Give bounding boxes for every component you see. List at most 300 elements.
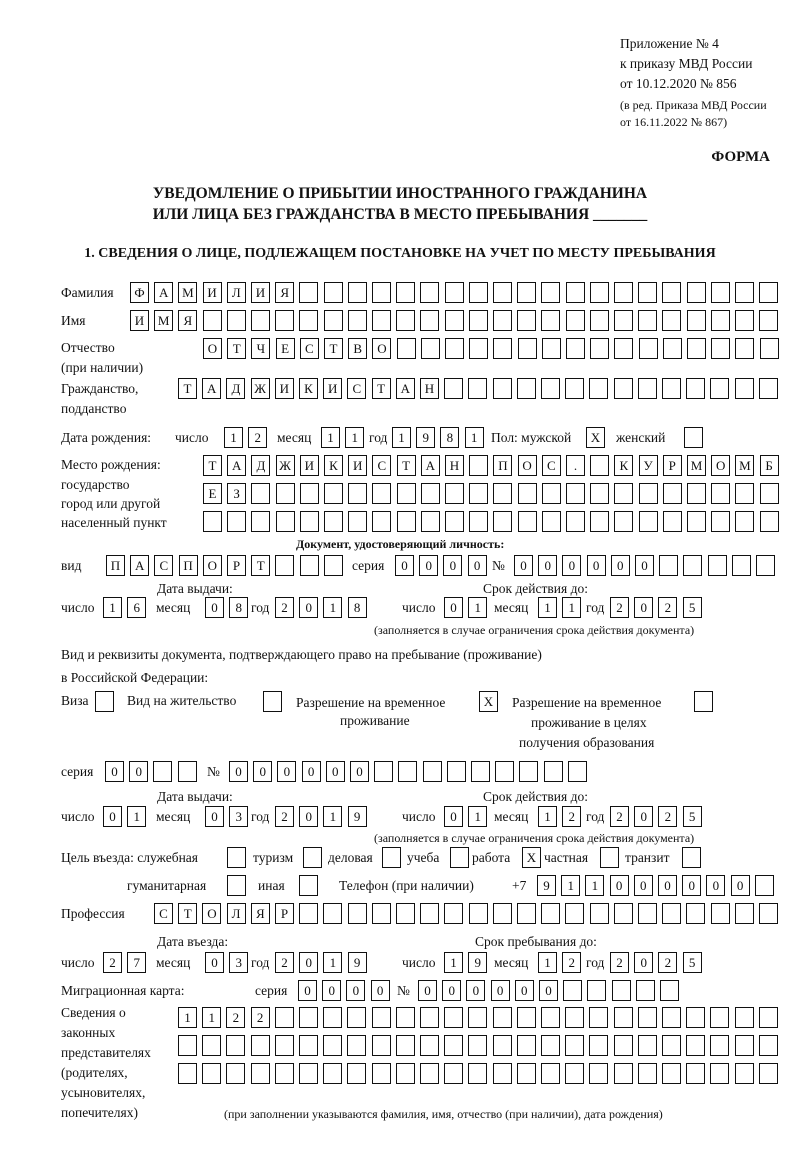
char-box[interactable]: О: [372, 338, 391, 359]
char-box[interactable]: [755, 875, 774, 896]
char-box[interactable]: 0: [610, 875, 629, 896]
char-box[interactable]: [565, 1007, 584, 1028]
char-box[interactable]: [203, 310, 222, 331]
char-box[interactable]: 1: [538, 806, 557, 827]
char-box[interactable]: Д: [226, 378, 245, 399]
char-box[interactable]: [687, 511, 706, 532]
char-box[interactable]: С: [372, 455, 391, 476]
char-box[interactable]: [396, 1063, 415, 1084]
char-box[interactable]: А: [130, 555, 149, 576]
checkbox-cell[interactable]: [227, 875, 246, 896]
char-box[interactable]: Р: [275, 903, 294, 924]
char-box[interactable]: [686, 903, 705, 924]
char-box[interactable]: [759, 1035, 778, 1056]
char-box[interactable]: Н: [420, 378, 439, 399]
char-box[interactable]: [372, 1063, 391, 1084]
char-box[interactable]: [444, 903, 463, 924]
char-box[interactable]: [589, 1007, 608, 1028]
char-box[interactable]: [347, 1007, 366, 1028]
char-box[interactable]: [590, 903, 609, 924]
char-box[interactable]: 0: [322, 980, 341, 1001]
char-box[interactable]: [517, 903, 536, 924]
char-box[interactable]: [565, 1063, 584, 1084]
char-box[interactable]: [517, 1063, 536, 1084]
char-box[interactable]: М: [154, 310, 173, 331]
char-box[interactable]: [420, 282, 439, 303]
char-box[interactable]: [614, 1063, 633, 1084]
char-box[interactable]: [275, 310, 294, 331]
char-box[interactable]: 0: [658, 875, 677, 896]
char-box[interactable]: [493, 338, 512, 359]
char-box[interactable]: [493, 310, 512, 331]
char-box[interactable]: П: [106, 555, 125, 576]
char-box[interactable]: [614, 282, 633, 303]
char-box[interactable]: [275, 1035, 294, 1056]
char-box[interactable]: [178, 761, 197, 782]
char-box[interactable]: [686, 1035, 705, 1056]
char-box[interactable]: [759, 1007, 778, 1028]
char-box[interactable]: 1: [585, 875, 604, 896]
char-box[interactable]: 2: [658, 806, 677, 827]
char-box[interactable]: [299, 282, 318, 303]
char-box[interactable]: [759, 378, 778, 399]
char-box[interactable]: 1: [323, 952, 342, 973]
char-box[interactable]: [568, 761, 587, 782]
char-box[interactable]: Ж: [276, 455, 295, 476]
char-box[interactable]: 1: [224, 427, 243, 448]
char-box[interactable]: [420, 1007, 439, 1028]
char-box[interactable]: [517, 282, 536, 303]
char-box[interactable]: [566, 338, 585, 359]
char-box[interactable]: [251, 310, 270, 331]
char-box[interactable]: [590, 338, 609, 359]
char-box[interactable]: 3: [229, 806, 248, 827]
char-box[interactable]: [178, 1063, 197, 1084]
char-box[interactable]: [760, 483, 779, 504]
char-box[interactable]: 7: [127, 952, 146, 973]
char-box[interactable]: [493, 511, 512, 532]
char-box[interactable]: Т: [178, 903, 197, 924]
char-box[interactable]: [372, 310, 391, 331]
char-box[interactable]: С: [300, 338, 319, 359]
char-box[interactable]: [735, 1035, 754, 1056]
checkbox-cell[interactable]: [450, 847, 469, 868]
char-box[interactable]: [469, 511, 488, 532]
char-box[interactable]: [300, 483, 319, 504]
char-box[interactable]: 0: [302, 761, 321, 782]
char-box[interactable]: 0: [299, 952, 318, 973]
char-box[interactable]: 5: [683, 952, 702, 973]
char-box[interactable]: 0: [635, 555, 654, 576]
char-box[interactable]: [735, 282, 754, 303]
char-box[interactable]: [397, 338, 416, 359]
char-box[interactable]: [372, 1007, 391, 1028]
char-box[interactable]: 0: [491, 980, 510, 1001]
char-box[interactable]: 2: [610, 952, 629, 973]
char-box[interactable]: Т: [324, 338, 343, 359]
char-box[interactable]: [397, 483, 416, 504]
char-box[interactable]: [735, 1063, 754, 1084]
char-box[interactable]: [565, 378, 584, 399]
char-box[interactable]: [468, 1063, 487, 1084]
char-box[interactable]: [299, 903, 318, 924]
char-box[interactable]: 8: [229, 597, 248, 618]
char-box[interactable]: [710, 1007, 729, 1028]
char-box[interactable]: [590, 282, 609, 303]
char-box[interactable]: 0: [442, 980, 461, 1001]
char-box[interactable]: [372, 511, 391, 532]
char-box[interactable]: Т: [251, 555, 270, 576]
char-box[interactable]: [276, 511, 295, 532]
char-box[interactable]: [760, 511, 779, 532]
char-box[interactable]: [517, 310, 536, 331]
char-box[interactable]: 3: [229, 952, 248, 973]
char-box[interactable]: [275, 1063, 294, 1084]
char-box[interactable]: [710, 1035, 729, 1056]
char-box[interactable]: 1: [321, 427, 340, 448]
char-box[interactable]: [518, 483, 537, 504]
char-box[interactable]: О: [202, 903, 221, 924]
char-box[interactable]: П: [493, 455, 512, 476]
char-box[interactable]: С: [542, 455, 561, 476]
char-box[interactable]: 0: [634, 597, 653, 618]
char-box[interactable]: .: [566, 455, 585, 476]
char-box[interactable]: А: [202, 378, 221, 399]
char-box[interactable]: [420, 903, 439, 924]
char-box[interactable]: [587, 980, 606, 1001]
char-box[interactable]: [423, 761, 442, 782]
char-box[interactable]: 1: [323, 597, 342, 618]
char-box[interactable]: [711, 282, 730, 303]
char-box[interactable]: [275, 1007, 294, 1028]
char-box[interactable]: [203, 511, 222, 532]
char-box[interactable]: [251, 1063, 270, 1084]
char-box[interactable]: 0: [444, 806, 463, 827]
char-box[interactable]: 1: [103, 597, 122, 618]
char-box[interactable]: [639, 511, 658, 532]
char-box[interactable]: 0: [205, 952, 224, 973]
char-box[interactable]: [324, 483, 343, 504]
char-box[interactable]: [566, 483, 585, 504]
char-box[interactable]: [659, 555, 678, 576]
char-box[interactable]: [299, 1035, 318, 1056]
char-box[interactable]: З: [227, 483, 246, 504]
checkbox-cell[interactable]: [600, 847, 619, 868]
char-box[interactable]: 2: [275, 597, 294, 618]
char-box[interactable]: [711, 310, 730, 331]
char-box[interactable]: [566, 310, 585, 331]
char-box[interactable]: Я: [251, 903, 270, 924]
char-box[interactable]: [493, 1035, 512, 1056]
char-box[interactable]: [735, 378, 754, 399]
char-box[interactable]: [636, 980, 655, 1001]
char-box[interactable]: К: [299, 378, 318, 399]
char-box[interactable]: [251, 511, 270, 532]
char-box[interactable]: Я: [178, 310, 197, 331]
char-box[interactable]: [660, 980, 679, 1001]
char-box[interactable]: И: [275, 378, 294, 399]
char-box[interactable]: 2: [610, 597, 629, 618]
char-box[interactable]: [324, 310, 343, 331]
char-box[interactable]: [710, 1063, 729, 1084]
char-box[interactable]: [398, 761, 417, 782]
char-box[interactable]: 9: [537, 875, 556, 896]
char-box[interactable]: [444, 1063, 463, 1084]
checkbox-cell[interactable]: X: [522, 847, 541, 868]
char-box[interactable]: [469, 483, 488, 504]
char-box[interactable]: [300, 511, 319, 532]
char-box[interactable]: М: [687, 455, 706, 476]
char-box[interactable]: [202, 1063, 221, 1084]
char-box[interactable]: [735, 1007, 754, 1028]
char-box[interactable]: 1: [127, 806, 146, 827]
char-box[interactable]: [541, 1007, 560, 1028]
char-box[interactable]: 0: [229, 761, 248, 782]
char-box[interactable]: Ф: [130, 282, 149, 303]
char-box[interactable]: [541, 1035, 560, 1056]
char-box[interactable]: 0: [634, 952, 653, 973]
char-box[interactable]: 0: [682, 875, 701, 896]
char-box[interactable]: 0: [350, 761, 369, 782]
char-box[interactable]: 0: [443, 555, 462, 576]
char-box[interactable]: [396, 1007, 415, 1028]
char-box[interactable]: [421, 483, 440, 504]
checkbox-cell[interactable]: [694, 691, 713, 712]
char-box[interactable]: 9: [348, 952, 367, 973]
char-box[interactable]: И: [348, 455, 367, 476]
char-box[interactable]: [686, 1007, 705, 1028]
char-box[interactable]: 0: [326, 761, 345, 782]
checkbox-cell[interactable]: [303, 847, 322, 868]
char-box[interactable]: [663, 338, 682, 359]
char-box[interactable]: [251, 1035, 270, 1056]
char-box[interactable]: [711, 511, 730, 532]
char-box[interactable]: 5: [683, 597, 702, 618]
char-box[interactable]: [396, 903, 415, 924]
char-box[interactable]: [347, 1035, 366, 1056]
char-box[interactable]: [226, 1035, 245, 1056]
char-box[interactable]: [760, 338, 779, 359]
char-box[interactable]: [396, 1035, 415, 1056]
char-box[interactable]: [323, 903, 342, 924]
char-box[interactable]: 2: [562, 952, 581, 973]
char-box[interactable]: [759, 1063, 778, 1084]
char-box[interactable]: Т: [372, 378, 391, 399]
char-box[interactable]: [638, 310, 657, 331]
char-box[interactable]: [663, 483, 682, 504]
char-box[interactable]: 0: [562, 555, 581, 576]
char-box[interactable]: [614, 1035, 633, 1056]
char-box[interactable]: [662, 310, 681, 331]
char-box[interactable]: Т: [178, 378, 197, 399]
char-box[interactable]: [590, 455, 609, 476]
char-box[interactable]: [323, 1035, 342, 1056]
char-box[interactable]: [542, 483, 561, 504]
char-box[interactable]: [590, 310, 609, 331]
char-box[interactable]: [614, 310, 633, 331]
char-box[interactable]: 0: [539, 980, 558, 1001]
char-box[interactable]: [638, 1035, 657, 1056]
char-box[interactable]: [444, 378, 463, 399]
char-box[interactable]: И: [300, 455, 319, 476]
char-box[interactable]: [202, 1035, 221, 1056]
char-box[interactable]: [420, 310, 439, 331]
char-box[interactable]: [444, 1007, 463, 1028]
char-box[interactable]: 0: [706, 875, 725, 896]
char-box[interactable]: 0: [205, 806, 224, 827]
char-box[interactable]: [445, 511, 464, 532]
char-box[interactable]: Я: [275, 282, 294, 303]
char-box[interactable]: [566, 511, 585, 532]
char-box[interactable]: С: [154, 903, 173, 924]
char-box[interactable]: [517, 1035, 536, 1056]
checkbox-cell[interactable]: [684, 427, 703, 448]
char-box[interactable]: [686, 1063, 705, 1084]
char-box[interactable]: [324, 555, 343, 576]
char-box[interactable]: П: [179, 555, 198, 576]
char-box[interactable]: 2: [562, 806, 581, 827]
char-box[interactable]: М: [178, 282, 197, 303]
char-box[interactable]: [372, 483, 391, 504]
char-box[interactable]: А: [421, 455, 440, 476]
char-box[interactable]: [759, 903, 778, 924]
char-box[interactable]: 0: [277, 761, 296, 782]
char-box[interactable]: А: [227, 455, 246, 476]
char-box[interactable]: [468, 1007, 487, 1028]
char-box[interactable]: 1: [468, 806, 487, 827]
checkbox-cell[interactable]: X: [479, 691, 498, 712]
char-box[interactable]: 5: [683, 806, 702, 827]
char-box[interactable]: [590, 511, 609, 532]
char-box[interactable]: 2: [610, 806, 629, 827]
char-box[interactable]: В: [348, 338, 367, 359]
char-box[interactable]: [397, 511, 416, 532]
char-box[interactable]: 1: [178, 1007, 197, 1028]
char-box[interactable]: [541, 1063, 560, 1084]
char-box[interactable]: [614, 511, 633, 532]
char-box[interactable]: И: [203, 282, 222, 303]
char-box[interactable]: 1: [562, 597, 581, 618]
char-box[interactable]: [612, 980, 631, 1001]
char-box[interactable]: [226, 1063, 245, 1084]
checkbox-cell[interactable]: [227, 847, 246, 868]
char-box[interactable]: [227, 310, 246, 331]
char-box[interactable]: 2: [275, 806, 294, 827]
char-box[interactable]: [374, 761, 393, 782]
char-box[interactable]: [662, 378, 681, 399]
char-box[interactable]: [396, 282, 415, 303]
char-box[interactable]: [372, 1035, 391, 1056]
char-box[interactable]: 0: [538, 555, 557, 576]
char-box[interactable]: 8: [348, 597, 367, 618]
char-box[interactable]: У: [639, 455, 658, 476]
checkbox-cell[interactable]: [299, 875, 318, 896]
char-box[interactable]: 1: [323, 806, 342, 827]
char-box[interactable]: [710, 378, 729, 399]
char-box[interactable]: [495, 761, 514, 782]
char-box[interactable]: 2: [248, 427, 267, 448]
char-box[interactable]: [324, 511, 343, 532]
char-box[interactable]: 0: [634, 875, 653, 896]
char-box[interactable]: 1: [561, 875, 580, 896]
checkbox-cell[interactable]: [95, 691, 114, 712]
char-box[interactable]: Б: [760, 455, 779, 476]
char-box[interactable]: [756, 555, 775, 576]
char-box[interactable]: М: [735, 455, 754, 476]
char-box[interactable]: [299, 1063, 318, 1084]
char-box[interactable]: [639, 338, 658, 359]
char-box[interactable]: [686, 378, 705, 399]
char-box[interactable]: [687, 338, 706, 359]
checkbox-cell[interactable]: [682, 847, 701, 868]
char-box[interactable]: [711, 903, 730, 924]
char-box[interactable]: [638, 378, 657, 399]
char-box[interactable]: 0: [129, 761, 148, 782]
char-box[interactable]: [614, 903, 633, 924]
char-box[interactable]: [711, 483, 730, 504]
char-box[interactable]: [638, 1007, 657, 1028]
char-box[interactable]: [517, 378, 536, 399]
char-box[interactable]: [493, 378, 512, 399]
char-box[interactable]: [541, 282, 560, 303]
char-box[interactable]: Р: [663, 455, 682, 476]
char-box[interactable]: [518, 511, 537, 532]
char-box[interactable]: [421, 511, 440, 532]
char-box[interactable]: 1: [202, 1007, 221, 1028]
char-box[interactable]: 9: [468, 952, 487, 973]
char-box[interactable]: [759, 310, 778, 331]
char-box[interactable]: [687, 282, 706, 303]
char-box[interactable]: 2: [251, 1007, 270, 1028]
char-box[interactable]: [348, 511, 367, 532]
char-box[interactable]: 0: [468, 555, 487, 576]
char-box[interactable]: [300, 555, 319, 576]
char-box[interactable]: 0: [515, 980, 534, 1001]
char-box[interactable]: Ч: [251, 338, 270, 359]
char-box[interactable]: 0: [419, 555, 438, 576]
char-box[interactable]: [348, 483, 367, 504]
char-box[interactable]: [614, 378, 633, 399]
char-box[interactable]: [493, 1063, 512, 1084]
char-box[interactable]: 9: [348, 806, 367, 827]
char-box[interactable]: [348, 310, 367, 331]
char-box[interactable]: [251, 483, 270, 504]
char-box[interactable]: [372, 282, 391, 303]
char-box[interactable]: [178, 1035, 197, 1056]
char-box[interactable]: [518, 338, 537, 359]
char-box[interactable]: [420, 1035, 439, 1056]
char-box[interactable]: 0: [299, 597, 318, 618]
checkbox-cell[interactable]: [382, 847, 401, 868]
char-box[interactable]: [323, 1007, 342, 1028]
char-box[interactable]: [662, 282, 681, 303]
char-box[interactable]: 1: [392, 427, 411, 448]
char-box[interactable]: [517, 1007, 536, 1028]
char-box[interactable]: [544, 761, 563, 782]
char-box[interactable]: 2: [275, 952, 294, 973]
checkbox-cell[interactable]: [263, 691, 282, 712]
char-box[interactable]: [541, 903, 560, 924]
char-box[interactable]: Р: [227, 555, 246, 576]
char-box[interactable]: С: [347, 378, 366, 399]
char-box[interactable]: [468, 378, 487, 399]
char-box[interactable]: 0: [418, 980, 437, 1001]
char-box[interactable]: 0: [587, 555, 606, 576]
char-box[interactable]: [687, 310, 706, 331]
char-box[interactable]: [614, 483, 633, 504]
char-box[interactable]: [759, 282, 778, 303]
char-box[interactable]: 0: [395, 555, 414, 576]
